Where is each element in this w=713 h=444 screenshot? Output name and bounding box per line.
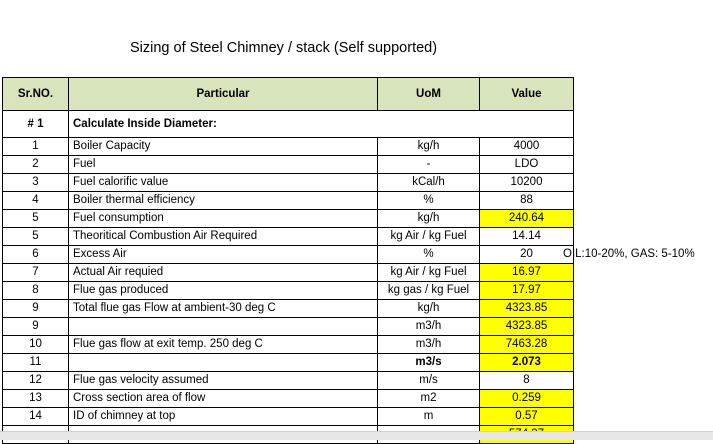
horizontal-scrollbar[interactable] xyxy=(0,431,713,440)
cell-srno[interactable]: 10 xyxy=(3,336,69,354)
header-particular[interactable]: Particular xyxy=(69,78,378,111)
header-srno[interactable]: Sr.NO. xyxy=(3,78,69,111)
excess-air-note: OIL:10-20%, GAS: 5-10% xyxy=(563,248,695,260)
cell-particular[interactable]: Excess Air xyxy=(69,246,378,264)
table-row xyxy=(3,318,574,336)
cell-uom[interactable]: % xyxy=(378,192,480,210)
table-row xyxy=(3,264,574,282)
cell-particular[interactable]: Boiler Capacity xyxy=(69,138,378,156)
table-row xyxy=(3,192,574,210)
cell-srno[interactable]: 7 xyxy=(3,264,69,282)
cell-uom[interactable]: m3/h xyxy=(378,318,480,336)
cell-particular[interactable]: Fuel calorific value xyxy=(69,174,378,192)
cell-srno[interactable]: 6 xyxy=(3,246,69,264)
table-row xyxy=(3,408,574,426)
cell-srno[interactable]: 5 xyxy=(3,228,69,246)
header-value[interactable]: Value xyxy=(480,78,574,111)
cell-value-highlighted[interactable]: 16.97 xyxy=(480,264,574,282)
cell-srno[interactable]: 5 xyxy=(3,210,69,228)
cell-uom[interactable]: kCal/h xyxy=(378,174,480,192)
cell-value-highlighted[interactable]: 7463.28 xyxy=(480,336,574,354)
cell-particular[interactable]: Theoritical Combustion Air Required xyxy=(69,228,378,246)
cell-value[interactable]: 20 xyxy=(480,246,574,264)
sheet-title: Sizing of Steel Chimney / stack (Self supported) xyxy=(130,40,438,56)
cell-particular[interactable]: Flue gas flow at exit temp. 250 deg C xyxy=(69,336,378,354)
table-row xyxy=(3,246,574,264)
table-row xyxy=(3,354,574,372)
cell-particular[interactable]: Boiler thermal efficiency xyxy=(69,192,378,210)
table-row xyxy=(3,282,574,300)
cell-particular[interactable]: Fuel consumption xyxy=(69,210,378,228)
cell-srno[interactable]: 3 xyxy=(3,174,69,192)
table-row xyxy=(3,228,574,246)
table-row xyxy=(3,372,574,390)
cell-uom[interactable]: % xyxy=(378,246,480,264)
cell-particular[interactable] xyxy=(69,354,378,372)
cell-particular[interactable]: Actual Air requied xyxy=(69,264,378,282)
cell-particular[interactable]: Flue gas produced xyxy=(69,282,378,300)
cell-uom[interactable]: m xyxy=(378,408,480,426)
cell-particular[interactable]: ID of chimney at top xyxy=(69,408,378,426)
table-row xyxy=(3,156,574,174)
table-row xyxy=(3,138,574,156)
cell-srno[interactable]: 13 xyxy=(3,390,69,408)
cell-uom[interactable]: m3/s xyxy=(378,354,480,372)
cell-uom[interactable]: kg/h xyxy=(378,138,480,156)
table-row xyxy=(3,174,574,192)
cell-uom[interactable]: kg/h xyxy=(378,210,480,228)
section-number[interactable]: # 1 xyxy=(3,111,69,138)
header-uom[interactable]: UoM xyxy=(378,78,480,111)
header-row xyxy=(3,78,574,111)
cell-srno[interactable]: 9 xyxy=(3,318,69,336)
cell-particular[interactable]: Total flue gas Flow at ambient-30 deg C xyxy=(69,300,378,318)
cell-value-highlighted[interactable]: 2.073 xyxy=(480,354,574,372)
cell-particular[interactable] xyxy=(69,318,378,336)
cell-value-highlighted[interactable]: 240.64 xyxy=(480,210,574,228)
cell-uom[interactable]: kg Air / kg Fuel xyxy=(378,228,480,246)
cell-uom[interactable]: - xyxy=(378,156,480,174)
cell-value[interactable]: 14.14 xyxy=(480,228,574,246)
cell-value[interactable]: 88 xyxy=(480,192,574,210)
section-label[interactable]: Calculate Inside Diameter: xyxy=(69,111,574,138)
section-row xyxy=(3,111,574,138)
cell-srno[interactable]: 9 xyxy=(3,300,69,318)
table-row xyxy=(3,210,574,228)
calculation-table xyxy=(2,77,574,444)
cell-value-highlighted[interactable]: 0.259 xyxy=(480,390,574,408)
cell-value-highlighted[interactable]: 0.57 xyxy=(480,408,574,426)
cell-value-highlighted[interactable]: 4323.85 xyxy=(480,318,574,336)
cell-srno[interactable]: 4 xyxy=(3,192,69,210)
cell-srno[interactable]: 8 xyxy=(3,282,69,300)
cell-srno[interactable]: 11 xyxy=(3,354,69,372)
table-row xyxy=(3,300,574,318)
cell-uom[interactable]: m/s xyxy=(378,372,480,390)
table-row xyxy=(3,390,574,408)
cell-value[interactable]: LDO xyxy=(480,156,574,174)
cell-particular[interactable]: Flue gas velocity assumed xyxy=(69,372,378,390)
cell-particular[interactable]: Fuel xyxy=(69,156,378,174)
cell-value[interactable]: 8 xyxy=(480,372,574,390)
cell-value[interactable]: 10200 xyxy=(480,174,574,192)
cell-particular[interactable]: Cross section area of flow xyxy=(69,390,378,408)
cell-value[interactable]: 4000 xyxy=(480,138,574,156)
cell-value-highlighted[interactable]: 4323.85 xyxy=(480,300,574,318)
cell-srno[interactable]: 14 xyxy=(3,408,69,426)
cell-srno[interactable]: 2 xyxy=(3,156,69,174)
cell-value-highlighted[interactable]: 17.97 xyxy=(480,282,574,300)
cell-uom[interactable]: m3/h xyxy=(378,336,480,354)
cell-uom[interactable]: m2 xyxy=(378,390,480,408)
cell-srno[interactable]: 12 xyxy=(3,372,69,390)
cell-uom[interactable]: kg gas / kg Fuel xyxy=(378,282,480,300)
cell-srno[interactable]: 1 xyxy=(3,138,69,156)
cell-uom[interactable]: kg Air / kg Fuel xyxy=(378,264,480,282)
table-row xyxy=(3,336,574,354)
cell-uom[interactable]: kg/h xyxy=(378,300,480,318)
